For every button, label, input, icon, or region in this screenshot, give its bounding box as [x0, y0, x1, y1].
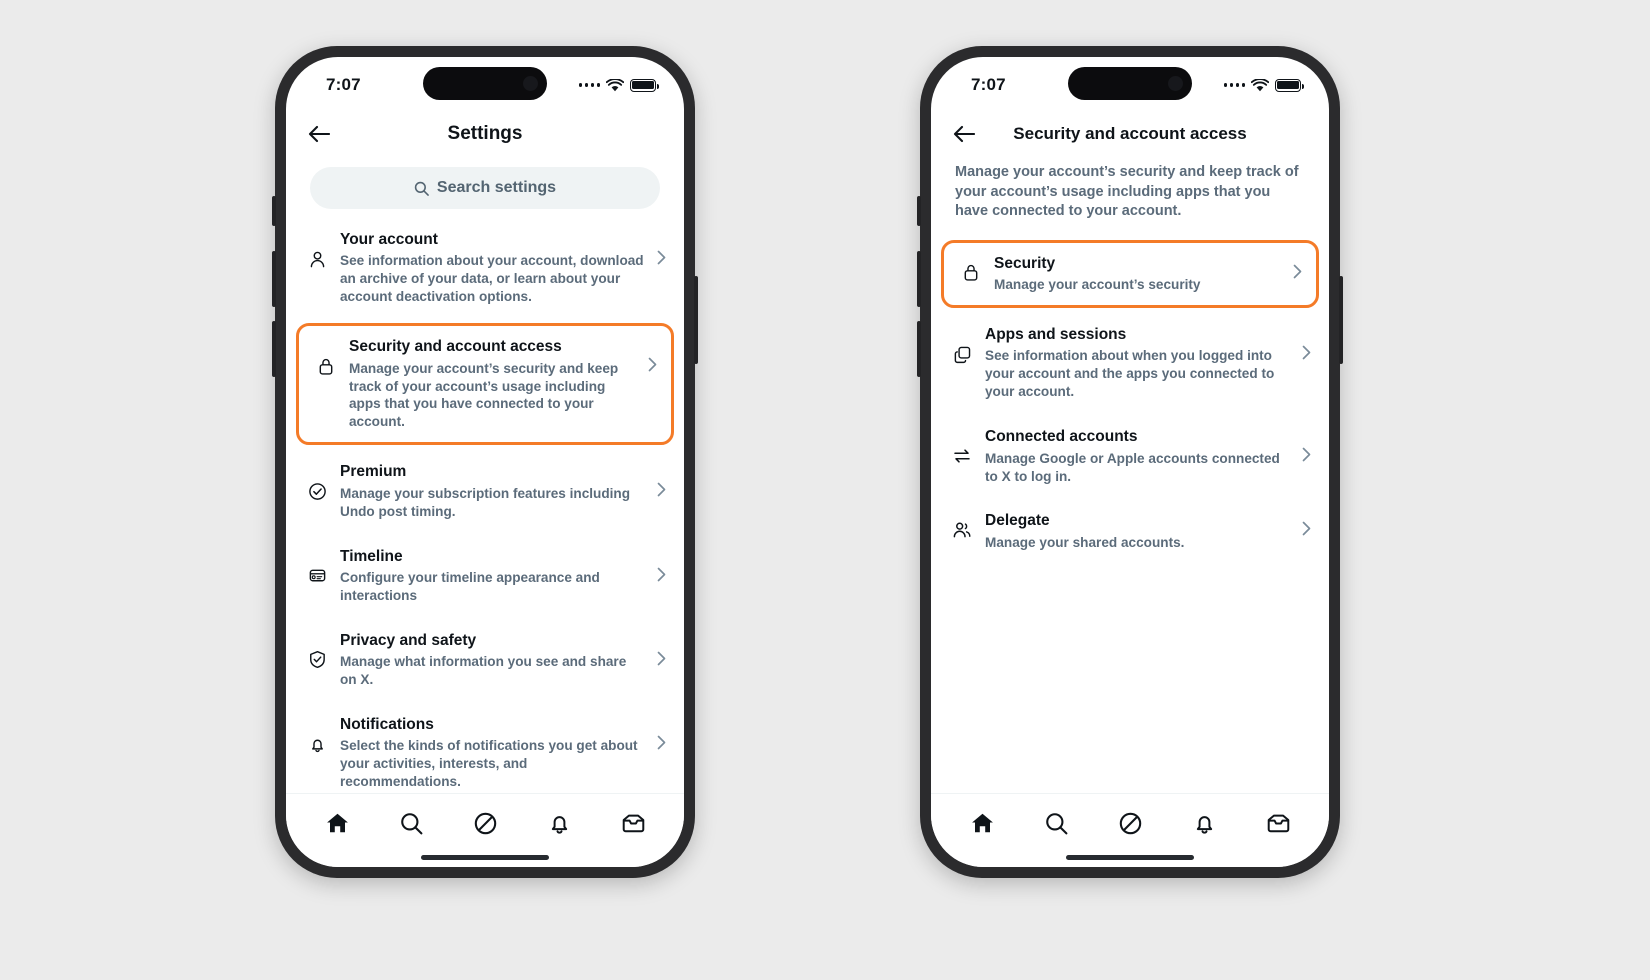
- front-camera-icon: [1168, 76, 1183, 91]
- tab-home[interactable]: [317, 804, 357, 844]
- dynamic-island: [1068, 67, 1192, 100]
- screen-body: [286, 109, 684, 867]
- list-item-text: [340, 462, 645, 520]
- battery-icon: [1275, 79, 1301, 92]
- list-item-security[interactable]: [941, 240, 1319, 308]
- timeline-icon: [306, 565, 328, 587]
- signal-dots-icon: [579, 83, 601, 87]
- phone-settings: [275, 46, 695, 878]
- list-item-title: Security: [994, 254, 1056, 272]
- list-item-title: Apps and sessions: [985, 326, 1127, 343]
- screen-header: [286, 109, 684, 159]
- tab-messages[interactable]: [1258, 804, 1298, 844]
- search-container: [286, 159, 684, 215]
- chevron-right-icon: [657, 567, 666, 587]
- home-indicator: [421, 855, 549, 860]
- list-item-subtitle: Manage your subscription features including Undo post timing.: [340, 485, 631, 519]
- tab-grok[interactable]: [1110, 804, 1150, 844]
- list-item-subtitle: Manage Google or Apple accounts connected to X to log in.: [985, 450, 1280, 484]
- list-item-your-account[interactable]: [286, 217, 684, 319]
- lock-icon: [960, 262, 982, 284]
- list-item-text: [985, 427, 1290, 485]
- list-item-title: Timeline: [340, 547, 403, 565]
- chevron-right-icon: [657, 482, 666, 502]
- page-description: Manage your account’s security and keep track of your account’s usage including apps that you have connected to your account.: [955, 164, 1299, 220]
- list-item-timeline[interactable]: [286, 534, 684, 618]
- volume-up-button[interactable]: [917, 251, 921, 307]
- volume-up-button[interactable]: [272, 251, 276, 307]
- dynamic-island: [423, 67, 547, 100]
- status-bar: [931, 57, 1329, 109]
- list-item-text: [349, 337, 636, 431]
- bell-icon: [306, 733, 328, 755]
- volume-down-button[interactable]: [272, 321, 276, 377]
- power-button[interactable]: [694, 276, 698, 364]
- chevron-right-icon: [657, 735, 666, 755]
- list-item-title: Premium: [340, 463, 407, 481]
- settings-list: [286, 215, 684, 804]
- wifi-icon: [1251, 79, 1269, 92]
- chevron-right-icon: [1293, 264, 1302, 284]
- bottom-tab-bar: [931, 793, 1329, 867]
- page-title: Security and account access: [1013, 124, 1247, 143]
- list-item-subtitle: Configure your timeline appearance and interactions: [340, 569, 600, 603]
- chevron-right-icon: [1302, 447, 1311, 467]
- chevron-right-icon: [648, 357, 657, 377]
- tab-messages[interactable]: [613, 804, 653, 844]
- list-item-subtitle: Manage your shared accounts.: [985, 534, 1185, 550]
- page-title: Settings: [447, 123, 523, 144]
- tab-explore[interactable]: [391, 804, 431, 844]
- list-item-delegate[interactable]: [931, 498, 1329, 564]
- volume-down-button[interactable]: [917, 321, 921, 377]
- home-indicator: [1066, 855, 1194, 860]
- status-clock: 7:07: [326, 75, 361, 94]
- front-camera-icon: [523, 76, 538, 91]
- list-item-subtitle: Manage your account’s security and keep track of your account’s usage including apps that you have connected to your account.: [349, 360, 619, 430]
- list-item-title: Your account: [340, 231, 438, 248]
- apps-icon: [951, 343, 973, 365]
- phone-security: [920, 46, 1340, 878]
- tab-home[interactable]: [962, 804, 1002, 844]
- person-icon: [306, 248, 328, 270]
- phone-screen-security: [931, 57, 1329, 867]
- search-input[interactable]: [310, 167, 660, 209]
- status-clock: 7:07: [971, 75, 1006, 94]
- screen-header: [931, 109, 1329, 159]
- people-icon: [951, 519, 973, 541]
- list-item-subtitle: Manage what information you see and share on X.: [340, 654, 627, 688]
- list-item-premium[interactable]: [286, 449, 684, 533]
- back-arrow-icon[interactable]: [949, 119, 979, 149]
- list-item-title: Delegate: [985, 512, 1050, 530]
- chevron-right-icon: [657, 651, 666, 671]
- list-item-notifications[interactable]: [286, 702, 684, 804]
- phone-screen-settings: [286, 57, 684, 867]
- silent-switch[interactable]: [272, 196, 276, 226]
- status-indicators: [579, 79, 657, 92]
- power-button[interactable]: [1339, 276, 1343, 364]
- list-item-text: [994, 254, 1281, 294]
- list-item-title: Connected accounts: [985, 428, 1138, 446]
- tab-explore[interactable]: [1036, 804, 1076, 844]
- list-item-text: [340, 547, 645, 605]
- list-item-subtitle: Manage your account’s security: [994, 277, 1201, 293]
- signal-dots-icon: [1224, 83, 1246, 87]
- verified-check-icon: [306, 480, 328, 502]
- arrows-icon: [951, 445, 973, 467]
- silent-switch[interactable]: [917, 196, 921, 226]
- card-background: [20, 12, 1630, 967]
- list-item-security-and-account-access[interactable]: [296, 323, 674, 445]
- bottom-tab-bar: [286, 793, 684, 867]
- status-indicators: [1224, 79, 1302, 92]
- list-item-text: [340, 631, 645, 689]
- list-item-text: [985, 325, 1290, 401]
- list-item-title: Security and account access: [349, 338, 562, 356]
- list-item-subtitle: See information about your account, download an archive of your data, or learn about your account deactivation options.: [340, 253, 644, 305]
- chevron-right-icon: [1302, 521, 1311, 541]
- battery-icon: [630, 79, 656, 92]
- list-item-subtitle: Select the kinds of notifications you get about your activities, interests, and recommendations.: [340, 738, 638, 790]
- shield-check-icon: [306, 649, 328, 671]
- tab-grok[interactable]: [465, 804, 505, 844]
- list-item-text: [340, 230, 645, 306]
- list-item-text: [985, 511, 1290, 551]
- tab-notifications[interactable]: [1184, 804, 1224, 844]
- screen-body: [931, 109, 1329, 867]
- chevron-right-icon: [657, 250, 666, 270]
- lock-icon: [315, 355, 337, 377]
- security-list: [931, 234, 1329, 565]
- list-item-text: [340, 715, 645, 791]
- wifi-icon: [606, 79, 624, 92]
- list-item-title: Notifications: [340, 716, 434, 734]
- search-icon: [414, 181, 429, 196]
- status-bar: [286, 57, 684, 109]
- back-arrow-icon[interactable]: [304, 119, 334, 149]
- tab-notifications[interactable]: [539, 804, 579, 844]
- list-item-privacy-and-safety[interactable]: [286, 618, 684, 702]
- list-item-apps-and-sessions[interactable]: [931, 312, 1329, 414]
- list-item-connected-accounts[interactable]: [931, 414, 1329, 498]
- list-item-title: Privacy and safety: [340, 631, 477, 649]
- list-item-subtitle: See information about when you logged into your account and the apps you connected to your account.: [985, 348, 1275, 400]
- search-placeholder: Search settings: [436, 179, 557, 196]
- chevron-right-icon: [1302, 345, 1311, 365]
